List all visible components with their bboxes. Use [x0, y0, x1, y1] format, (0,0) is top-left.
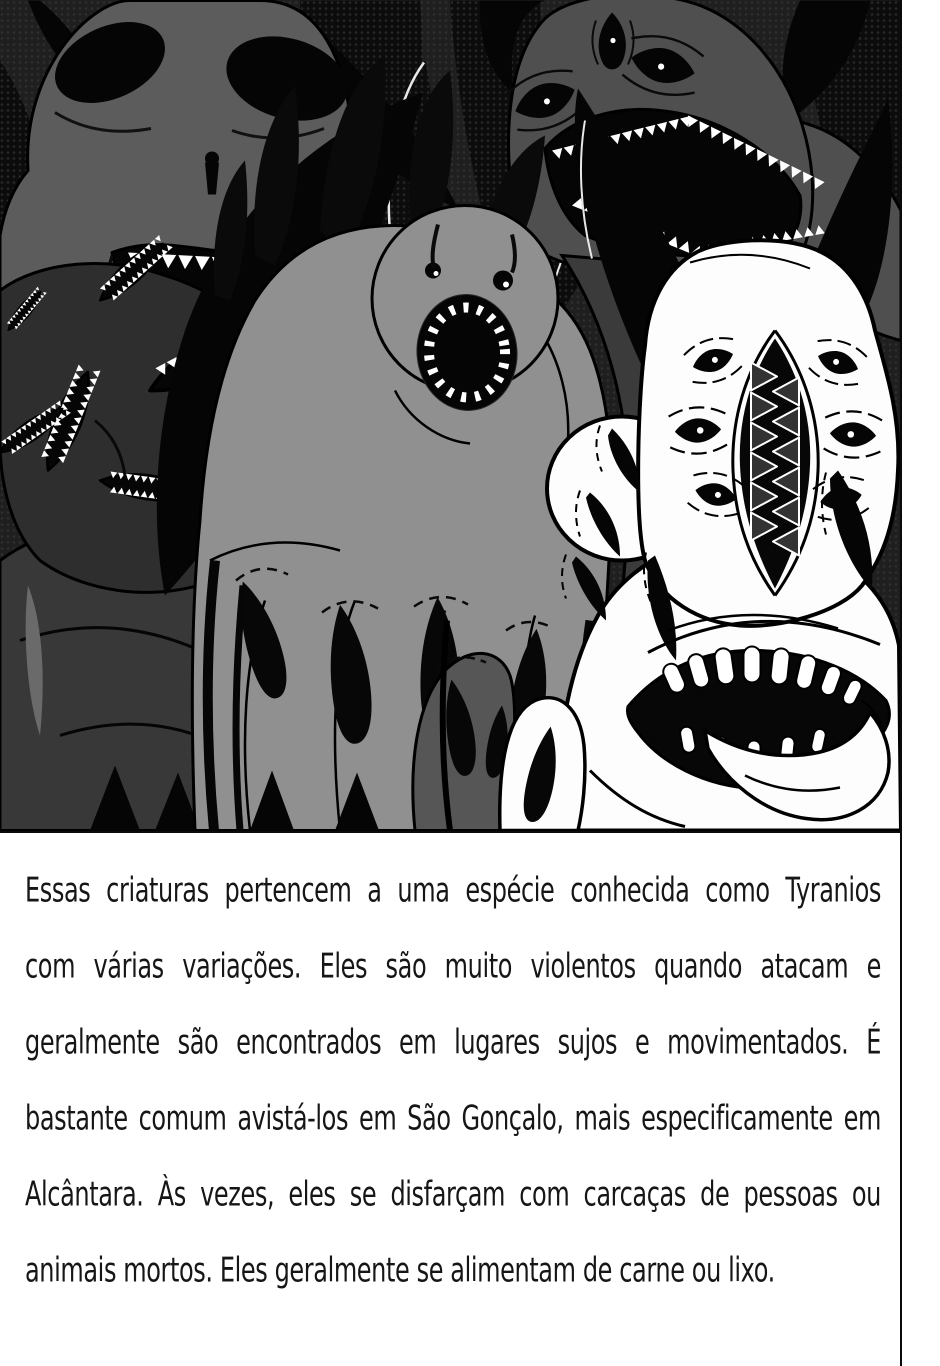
story-line: geralmente são encontrados em lugares sujos e movimentados. É — [25, 1022, 881, 1062]
story-line: bastante comum avistá-los em São Gonçalo, mais especificamente em — [25, 1098, 881, 1138]
story-line: com várias variações. Eles são muito violentos quando atacam e — [25, 946, 881, 986]
story-line: Essas criaturas pertencem a uma espécie conhecida como Tyranios — [25, 870, 881, 910]
panel-bottom-border — [0, 831, 902, 833]
page-right-border — [900, 0, 902, 1366]
story-line: animais mortos. Eles geralmente se alimentam de carne ou lixo. — [25, 1250, 775, 1290]
story-line: Alcântara. Às vezes, eles se disfarçam com carcaças de pessoas ou — [25, 1174, 881, 1214]
caption-text-block — [25, 852, 881, 1308]
